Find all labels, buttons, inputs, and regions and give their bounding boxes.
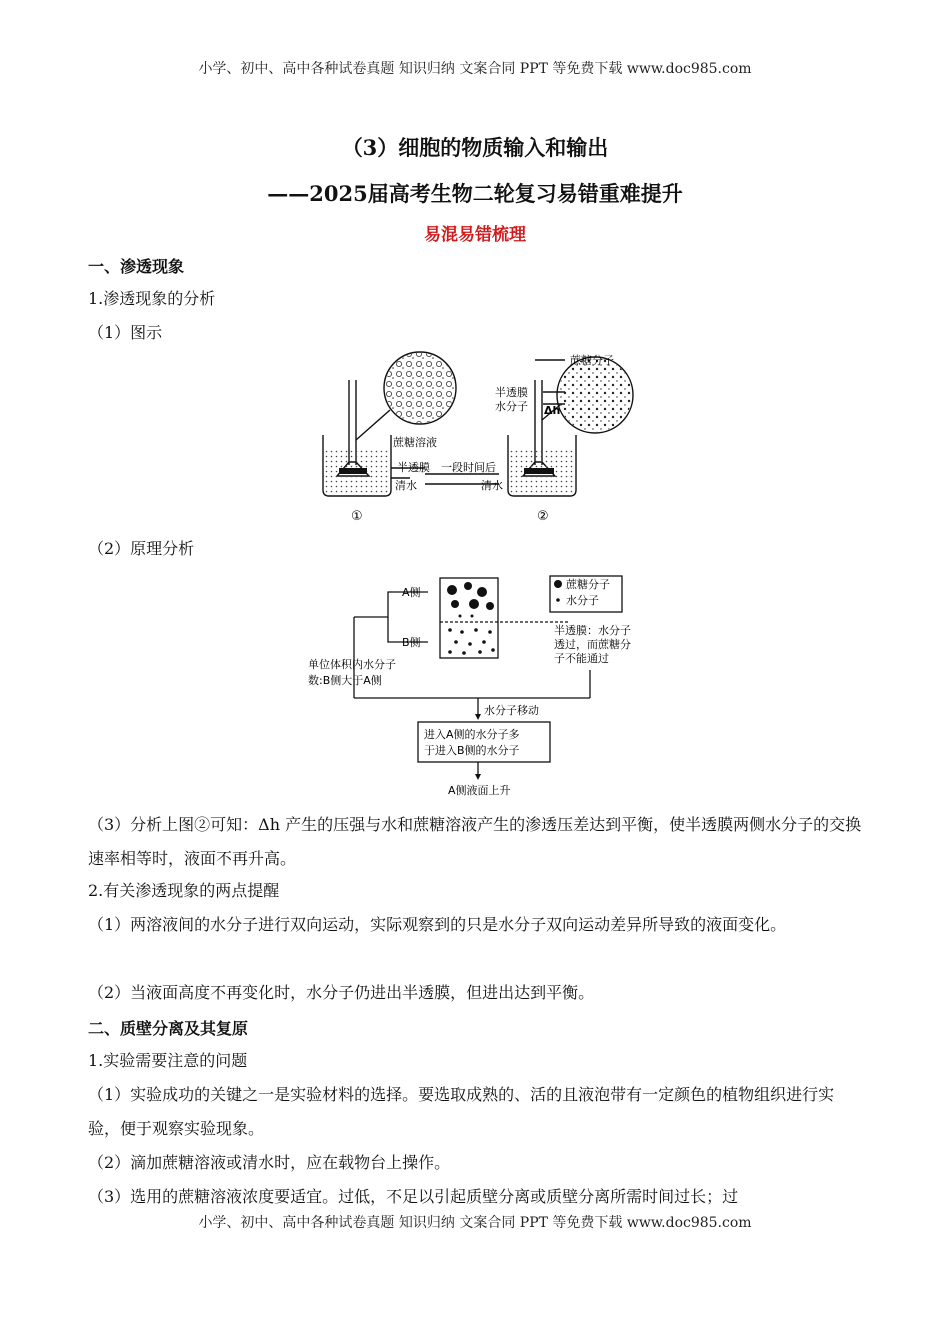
label-number-2: ②: [537, 509, 549, 524]
label-side-a: A侧: [402, 586, 421, 599]
label-membrane-top: 半透膜: [495, 386, 528, 399]
para-reminder-1: （1）两溶液间的水分子进行双向运动，实际观察到的只是水分子双向运动差异所导致的液面变化。: [88, 915, 787, 934]
left-note-1: 单位体积内水分子: [308, 658, 396, 671]
label-water-2: 清水: [481, 479, 503, 492]
heading-plasmolysis: 二、质壁分离及其复原: [88, 1019, 249, 1038]
doc-title: （3）细胞的物质输入和输出: [341, 135, 609, 160]
box-line-2: 于进入B侧的水分子: [424, 744, 520, 757]
legend-water: 水分子: [566, 594, 599, 607]
osmosis-apparatus-figure: [315, 350, 635, 530]
para-experiment-notes: 1.实验需要注意的问题: [88, 1051, 248, 1070]
para-note-2: （2）滴加蔗糖溶液或清水时，应在载物台上操作。: [88, 1153, 451, 1172]
osmosis-principle-figure: [300, 570, 650, 800]
label-after-time: 一段时间后: [441, 461, 496, 474]
label-water-move: 水分子移动: [484, 704, 539, 717]
para-reminder-2: （2）当液面高度不再变化时，水分子仍进出半透膜，但进出达到平衡。: [88, 983, 595, 1002]
para-note-3: （3）选用的蔗糖溶液浓度要适宜。过低，不足以引起质壁分离或质壁分离所需时间过长；过: [88, 1187, 739, 1206]
membrane-note-1: 半透膜：水分子: [554, 624, 631, 637]
label-sucrose-molecule: 蔗糖分子: [570, 354, 614, 367]
heading-osmosis: 一、渗透现象: [88, 257, 185, 276]
membrane-note-2: 透过，而蔗糖分: [554, 638, 631, 651]
label-water-1: 清水: [395, 479, 417, 492]
label-sucrose-solution: 蔗糖溶液: [393, 436, 437, 449]
label-water-molecule: 水分子: [495, 400, 528, 413]
doc-subtitle: ——2025届高考生物二轮复习易错重难提升: [267, 181, 683, 206]
left-note-2: 数:B侧大于A侧: [308, 674, 382, 687]
page-header: 小学、初中、高中各种试卷真题 知识归纳 文案合同 PPT 等免费下载 www.doc985.com: [198, 61, 752, 77]
section-banner: 易混易错梳理: [424, 225, 526, 245]
label-number-1: ①: [351, 509, 363, 524]
para-diagram-label: （1）图示: [88, 323, 163, 342]
page-footer: 小学、初中、高中各种试卷真题 知识归纳 文案合同 PPT 等免费下载 www.doc985.com: [198, 1215, 752, 1231]
label-membrane: 半透膜: [397, 461, 430, 474]
box-line-1: 进入A侧的水分子多: [424, 728, 520, 741]
para-two-reminders: 2.有关渗透现象的两点提醒: [88, 881, 280, 900]
para-analysis-3: （3）分析上图②可知：Δh 产生的压强与水和蔗糖溶液产生的渗透压差达到平衡，使半透膜两侧水分子的交换速率相等时，液面不再升高。: [88, 815, 862, 868]
para-principle-label: （2）原理分析: [88, 539, 195, 558]
label-result: A侧液面上升: [448, 784, 511, 797]
membrane-note-3: 子不能通过: [554, 652, 609, 665]
label-delta-h: Δh: [544, 404, 561, 417]
para-note-1: （1）实验成功的关键之一是实验材料的选择。要选取成熟的、活的且液泡带有一定颜色的植物组织进行实验，便于观察实验现象。: [88, 1085, 835, 1138]
label-side-b: B侧: [402, 636, 421, 649]
legend-sucrose: 蔗糖分子: [566, 578, 610, 591]
para-osmosis-analysis: 1.渗透现象的分析: [88, 289, 216, 308]
